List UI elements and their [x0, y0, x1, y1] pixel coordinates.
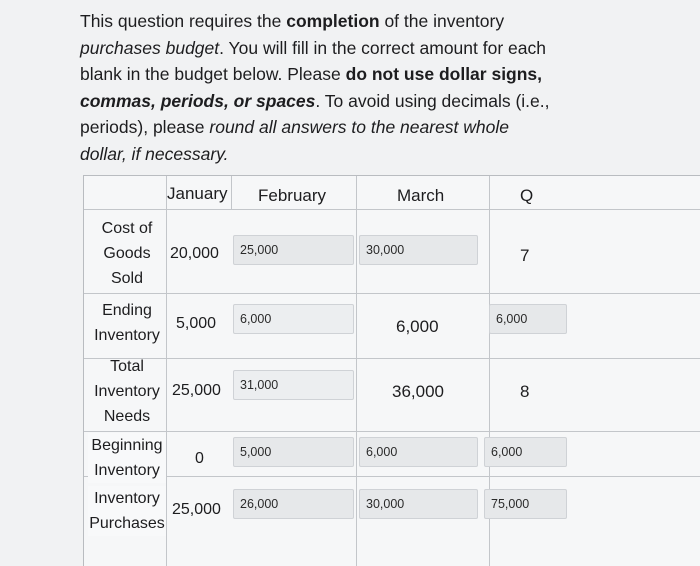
total-february-input[interactable]: 31,000	[233, 370, 354, 400]
ending-march-value: 6,000	[396, 317, 439, 336]
row-divider	[84, 431, 700, 432]
header-march: March	[397, 186, 445, 205]
col-divider	[231, 176, 232, 209]
cogs-january-value: 20,000	[170, 245, 219, 262]
header-january: January	[167, 184, 228, 203]
beginning-february-input[interactable]: 5,000	[233, 437, 354, 467]
purchases-february-input[interactable]: 26,000	[233, 489, 354, 519]
instructions-text: This question requires the completion of the inventory purchases budget. You will fill in the correct amount for each blank in the budget below. Please do not use dollar signs, commas, periods, or spaces. To avoid using decimals (i.e., periods), please round all answers to the nearest whole dollar, if necessary.	[80, 11, 550, 164]
purchases-budget-table	[83, 175, 700, 566]
beginning-march-input[interactable]: 6,000	[359, 437, 478, 467]
cogs-quarter-value: 7	[520, 246, 530, 265]
row-divider	[84, 209, 700, 210]
row-divider	[84, 293, 700, 294]
row-label-ending-inventory: Ending Inventory	[94, 302, 160, 344]
ending-quarter-input[interactable]: 6,000	[489, 304, 567, 334]
total-march-value: 36,000	[392, 382, 444, 401]
col-divider	[356, 176, 357, 566]
beginning-quarter-input[interactable]: 6,000	[484, 437, 567, 467]
row-divider	[84, 476, 700, 477]
ending-february-input[interactable]: 6,000	[233, 304, 354, 334]
cogs-february-input[interactable]: 25,000	[233, 235, 354, 265]
row-divider	[84, 358, 700, 359]
total-january-value: 25,000	[172, 382, 221, 399]
purchases-quarter-input[interactable]: 75,000	[484, 489, 567, 519]
row-label-beginning-inventory: Beginning Inventory	[88, 433, 167, 483]
beginning-january-value: 0	[195, 450, 204, 467]
row-label-total-needs: Total Inventory Needs	[94, 358, 160, 425]
row-label-inventory-purchases: Inventory Purchases	[88, 486, 167, 536]
purchases-march-input[interactable]: 30,000	[359, 489, 478, 519]
purchases-january-value: 25,000	[172, 501, 221, 518]
row-label-cogs: Cost of Goods Sold	[101, 220, 153, 287]
header-february: February	[258, 186, 327, 205]
cogs-march-input[interactable]: 30,000	[359, 235, 478, 265]
ending-january-value: 5,000	[176, 315, 217, 332]
total-quarter-value: 8	[520, 382, 530, 401]
header-quarter: Q	[520, 186, 534, 205]
